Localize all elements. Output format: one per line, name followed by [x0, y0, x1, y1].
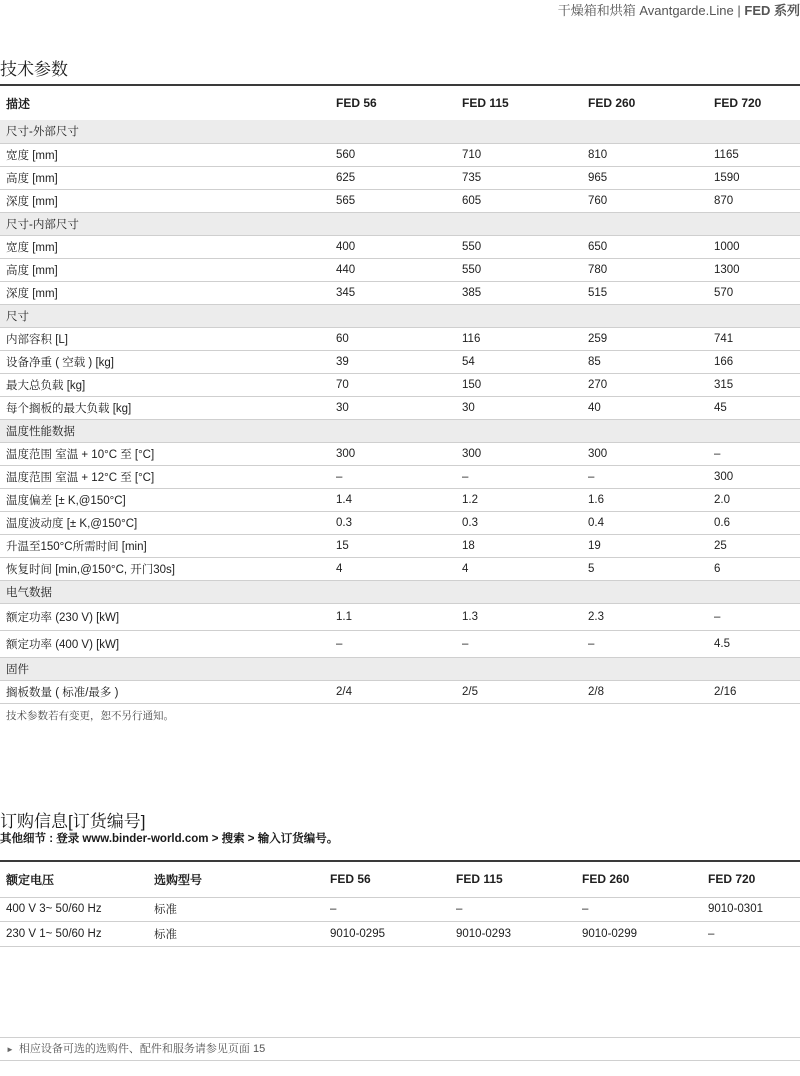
value-cell: 0.4	[588, 516, 604, 529]
row-label: 深度 [mm]	[6, 195, 58, 208]
tech-data-row	[0, 350, 800, 373]
tech-category-row	[0, 212, 800, 235]
tech-col-header: FED 720	[714, 96, 762, 110]
value-cell: 4	[336, 562, 343, 575]
row-label: 搁板数量 ( 标准/最多 )	[6, 686, 119, 699]
page-footer	[0, 1037, 800, 1061]
header-prefix: 干燥箱和烘箱 Avantgarde.Line |	[557, 3, 745, 18]
value-cell: 385	[462, 286, 482, 299]
footer-text: 相应设备可选的选购件、配件和服务请参见页面 15	[18, 1043, 266, 1055]
order-cell: 9010-0293	[456, 927, 511, 940]
order-cell: 9010-0301	[708, 903, 763, 915]
value-cell: 6	[714, 562, 721, 575]
tech-category-row	[0, 304, 800, 327]
value-cell: 810	[588, 148, 608, 161]
order-cell: –	[456, 903, 463, 915]
row-label: 额定功率 (230 V) [kW]	[6, 611, 120, 624]
value-cell: 0.3	[336, 516, 352, 529]
header-series: FED 系列	[744, 3, 800, 18]
value-cell: 315	[714, 378, 734, 391]
tech-data-row	[0, 511, 800, 534]
order-subtitle: 其他细节 : 登录 www.binder-world.com > 搜索 > 输入订货编号。	[0, 833, 339, 845]
value-cell: 870	[714, 194, 734, 207]
value-cell: 2.0	[714, 493, 730, 506]
tech-data-row	[0, 603, 800, 630]
tech-data-row	[0, 327, 800, 350]
tech-data-row	[0, 534, 800, 557]
order-col-header: FED 56	[330, 872, 371, 887]
row-label: 宽度 [mm]	[6, 241, 58, 254]
value-cell: –	[462, 637, 469, 650]
value-cell: 565	[336, 194, 356, 207]
value-cell: –	[714, 447, 721, 460]
tech-data-row	[0, 488, 800, 511]
order-row	[0, 921, 800, 946]
value-cell: 440	[336, 263, 356, 276]
value-cell: 300	[588, 447, 608, 460]
page-header	[558, 0, 800, 19]
value-cell: 345	[336, 286, 356, 299]
value-cell: 18	[462, 539, 475, 552]
value-cell: 4.5	[714, 637, 730, 650]
value-cell: 259	[588, 332, 608, 345]
tech-col-header: 描述	[6, 96, 31, 111]
value-cell: 1000	[714, 240, 740, 253]
value-cell: 625	[336, 171, 356, 184]
tech-spec-table	[0, 84, 800, 704]
value-cell: 2/5	[462, 685, 478, 698]
category-label: 固件	[6, 663, 29, 676]
value-cell: 2.3	[588, 610, 604, 623]
value-cell: 735	[462, 171, 482, 184]
row-label: 恢复时间 [min,@150°C, 开门30s]	[6, 563, 176, 576]
value-cell: 116	[462, 332, 481, 345]
value-cell: 605	[462, 194, 482, 207]
tech-data-row	[0, 680, 800, 703]
order-col-header: FED 260	[582, 872, 630, 887]
value-cell: 710	[462, 148, 482, 161]
tech-data-row	[0, 258, 800, 281]
value-cell: 300	[336, 447, 356, 460]
category-label: 尺寸	[6, 310, 29, 323]
row-label: 深度 [mm]	[6, 287, 58, 300]
row-label: 每个搁板的最大负载 [kg]	[6, 402, 132, 415]
tech-category-row	[0, 580, 800, 603]
order-cell: –	[582, 903, 589, 915]
value-cell: 19	[588, 539, 601, 552]
value-cell: 570	[714, 286, 734, 299]
order-table	[0, 860, 800, 947]
value-cell: 85	[588, 355, 601, 368]
tech-data-row	[0, 143, 800, 166]
order-cell: –	[708, 927, 715, 940]
row-label: 升温至150°C所需时间 [min]	[6, 540, 147, 553]
category-label: 尺寸-内部尺寸	[6, 218, 79, 231]
tech-data-row	[0, 189, 800, 212]
order-table-header-row	[0, 861, 800, 897]
value-cell: 560	[336, 148, 356, 161]
value-cell: 15	[336, 539, 349, 552]
tech-col-header: FED 56	[336, 96, 377, 110]
tech-category-row	[0, 419, 800, 442]
value-cell: 54	[462, 355, 475, 368]
value-cell: 150	[462, 378, 482, 391]
value-cell: 25	[714, 539, 727, 552]
value-cell: 650	[588, 240, 608, 253]
tech-col-header: FED 115	[462, 96, 509, 110]
row-label: 高度 [mm]	[6, 264, 58, 277]
row-label: 设备净重 ( 空载 ) [kg]	[6, 356, 114, 369]
value-cell: –	[588, 470, 595, 483]
order-col-header: 选购型号	[154, 872, 203, 887]
value-cell: 270	[588, 378, 608, 391]
row-label: 高度 [mm]	[6, 172, 58, 185]
order-col-header: 额定电压	[6, 872, 55, 887]
triangle-right-icon: ►	[6, 1045, 14, 1054]
value-cell: 760	[588, 194, 608, 207]
category-label: 尺寸-外部尺寸	[6, 126, 79, 139]
tech-data-row	[0, 557, 800, 580]
tech-data-row	[0, 465, 800, 488]
order-cell: 标准	[154, 904, 177, 916]
tech-category-row	[0, 120, 800, 143]
tech-data-row	[0, 396, 800, 419]
tech-data-row	[0, 442, 800, 465]
tech-data-row	[0, 166, 800, 189]
value-cell: 550	[462, 263, 482, 276]
order-cell: –	[330, 903, 337, 915]
tech-data-row	[0, 281, 800, 304]
value-cell: 1.2	[462, 493, 478, 506]
value-cell: 965	[588, 171, 608, 184]
value-cell: 1.1	[336, 610, 352, 623]
row-label: 内部容积 [L]	[6, 333, 68, 346]
row-label: 额定功率 (400 V) [kW]	[6, 638, 120, 651]
value-cell: 1.4	[336, 493, 352, 506]
value-cell: –	[336, 470, 343, 483]
tech-data-row	[0, 235, 800, 258]
value-cell: 39	[336, 355, 349, 368]
value-cell: 30	[462, 401, 475, 414]
value-cell: 2/4	[336, 685, 352, 698]
tech-note: 技术参数若有变更，恕不另行通知。	[6, 710, 174, 722]
tech-col-header: FED 260	[588, 96, 636, 110]
order-cell: 230 V 1~ 50/60 Hz	[6, 927, 102, 940]
value-cell: 2/8	[588, 685, 604, 698]
order-cell: 9010-0299	[582, 927, 637, 940]
value-cell: 45	[714, 401, 727, 414]
tech-data-row	[0, 630, 800, 657]
tech-category-row	[0, 657, 800, 680]
value-cell: 550	[462, 240, 482, 253]
row-label: 温度波动度 [± K,@150°C]	[6, 517, 138, 530]
value-cell: 5	[588, 562, 595, 575]
row-label: 温度范围 室温 + 10°C 至 [°C]	[6, 448, 155, 461]
value-cell: 60	[336, 332, 349, 345]
value-cell: –	[588, 637, 595, 650]
value-cell: 1590	[714, 171, 740, 184]
value-cell: 0.6	[714, 516, 730, 529]
value-cell: 1300	[714, 263, 740, 276]
value-cell: 741	[714, 332, 734, 345]
value-cell: 300	[714, 470, 734, 483]
value-cell: 1.6	[588, 493, 604, 506]
order-cell: 9010-0295	[330, 927, 385, 940]
tech-data-row	[0, 373, 800, 396]
order-row	[0, 897, 800, 921]
value-cell: 40	[588, 401, 601, 414]
value-cell: –	[714, 610, 721, 623]
value-cell: 780	[588, 263, 608, 276]
value-cell: 70	[336, 378, 349, 391]
value-cell: 300	[462, 447, 482, 460]
category-label: 温度性能数据	[6, 425, 75, 438]
value-cell: 166	[714, 355, 734, 368]
order-cell: 400 V 3~ 50/60 Hz	[6, 903, 102, 915]
value-cell: 400	[336, 240, 356, 253]
row-label: 宽度 [mm]	[6, 149, 58, 162]
order-col-header: FED 115	[456, 872, 503, 887]
value-cell: 1.3	[462, 610, 478, 623]
value-cell: –	[336, 637, 343, 650]
category-label: 电气数据	[6, 586, 52, 599]
value-cell: 515	[588, 286, 608, 299]
value-cell: 2/16	[714, 685, 737, 698]
order-section-title: 订购信息[订货编号]	[0, 812, 146, 831]
tech-table-header-row	[0, 85, 800, 120]
order-cell: 标准	[154, 928, 177, 941]
row-label: 温度范围 室温 + 12°C 至 [°C]	[6, 471, 155, 484]
value-cell: 1165	[714, 148, 739, 161]
value-cell: 4	[462, 562, 469, 575]
value-cell: 30	[336, 401, 349, 414]
order-col-header: FED 720	[708, 872, 756, 887]
value-cell: –	[462, 470, 469, 483]
row-label: 温度偏差 [± K,@150°C]	[6, 494, 126, 507]
row-label: 最大总负载 [kg]	[6, 379, 86, 392]
tech-section-title: 技术参数	[0, 60, 68, 79]
value-cell: 0.3	[462, 516, 478, 529]
